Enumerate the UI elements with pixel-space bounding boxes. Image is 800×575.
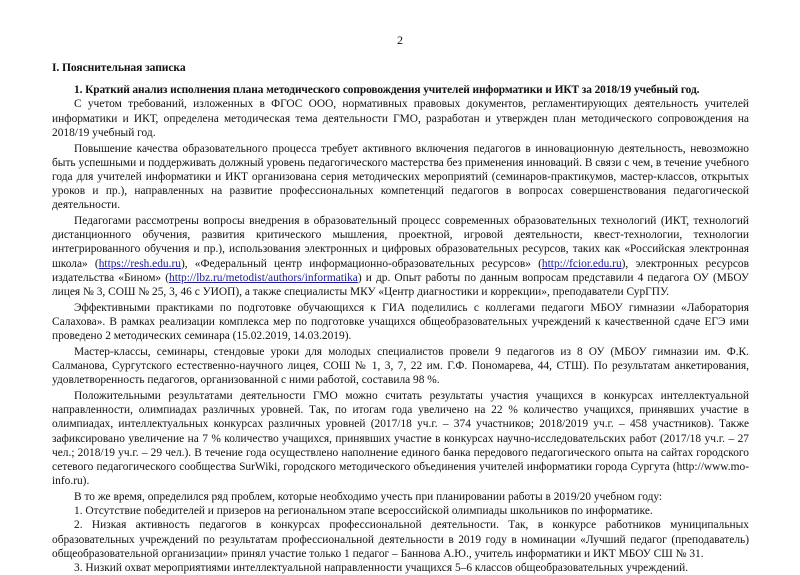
link-lbz[interactable]: http://lbz.ru/metodist/authors/informatika — [169, 271, 358, 284]
paragraph-technologies — [52, 214, 749, 299]
subsection-title: 1. Краткий анализ исполнения плана методического сопровождения учителей информатики и ИКТ за 2018/19 учебный год. — [74, 84, 700, 97]
problem-item-3: 3. Низкий охват мероприятиями интеллектуальной направленности учащихся 5–6 классов общеобразовательных учреждений. — [74, 561, 689, 574]
paragraph-innovation: Повышение качества образовательного процесса требует активного включения педагогов в инновационную деятельность, невозможно быть успешными и поддерживать должный уровень педагогического мастерства без применения инноваций. В связи с чем, в течение учебного года для учителей информатики и ИКТ организована серия методических мероприятий (семинаров-практикумов, мастер-классов, открытых уроков и пр.), направленных на развитие профессиональных компетенций педагогов в вопросах совершенствования педагогической деятельности. — [52, 142, 749, 212]
problem-item-1: 1. Отсутствие победителей и призеров на региональном этапе всероссийской олимпиады школьников по информатике. — [74, 505, 653, 518]
text-segment: ), электронных ресурсов издательства «Бином» ( — [52, 257, 749, 284]
page-content — [52, 61, 749, 575]
section-title: I. Пояснительная записка — [52, 61, 186, 74]
page-number: 2 — [397, 33, 403, 47]
paragraph-master-classes: Мастер-классы, семинары, стендовые уроки для молодых специалистов провели 9 педагогов из 8 ОУ (МБОУ гимназии им. Ф.К. Салманова, Сургутского естественно-научного лицея, СОШ № 1, 3, 7, 22 им. Г.Ф. Пономарева, 44, СТШ). По результатам анкетирования, удовлетворенность педагогов, организованной с ними работой, составила 98 %. — [52, 345, 749, 387]
paragraph-problems-intro: В то же время, определился ряд проблем, которые необходимо учесть при планировании работы в 2019/20 учебном году: — [74, 490, 663, 503]
text-segment: ), «Федеральный центр информационно-образовательных ресурсов» ( — [180, 257, 542, 270]
paragraph-fgos: С учетом требований, изложенных в ФГОС ООО, нормативных правовых документов, регламентирующих деятельность учителей информатики и ИКТ, определена методическая тема деятельности ГМО, разработан и утвержден план методического сопровождения на 2018/19 учебный год. — [52, 98, 749, 139]
text-segment: Педагогами рассмотрены вопросы внедрения в образовательный процесс современных образовательных технологий (ИКТ, технологий дистанционного обучения, развития критического мышления, проектной, игровой деятельности, квест-технологии, технологии интегрированного обучения и пр.), использования электронных и цифровых образовательных ресурсов, таких как «Российская электронная школа» ( — [52, 215, 749, 270]
link-resh[interactable]: https://resh.edu.ru — [98, 257, 181, 270]
paragraph-results: Положительными результатами деятельности ГМО можно считать результаты участия учащихся в конкурсах интеллектуальной направленности, олимпиадах различных уровней. Так, по итогам года увеличено на 22 % количество учащихся, принявших участие в олимпиадах, интеллектуальных конкурсах различных уровней (2017/18 уч.г. – 374 участников; 2018/2019 уч.г. – 458 участников). Также зафиксировано увеличение на 7 % количество учащихся, принявших участие в конкурсах научно-исследовательских работ (2017/18 уч.г. – 27 чел.; 2018/19 уч.г. – 29 чел.). В течение года осуществлено наполнение единого банка передового педагогического опыта на сайтах городского сетевого педагогического сообщества SurWiki, городского методического объединения учителей информатики города Сургута (http://www.mo-info.ru). — [52, 389, 749, 488]
paragraph-gia: Эффективными практиками по подготовке обучающихся к ГИА поделились с коллегами педагоги МБОУ гимназии «Лаборатория Салахова». В рамках реализации комплекса мер по подготовке учащихся общеобразовательных учреждений к качественной сдаче ЕГЭ ими проведено 2 методических семинара (15.02.2019, 14.03.2019). — [52, 301, 749, 343]
problem-item-2: 2. Низкая активность педагогов в конкурсах профессиональной деятельности. Так, в конкурсе работников муниципальных образовательных учреждений по результатам профессиональной деятельности в 2019 году в номинации «Лучший педагог (преподаватель) общеобразовательной организации» принял участие только 1 педагог – Баннова А.Ю., учитель информатики и ИКТ МБОУ СШ № 31. — [52, 519, 749, 560]
text-segment: ) и др. Опыт работы по данным вопросам представили 4 педагога ОУ (МБОУ лицея № 3, СОШ № 25, 3, 46 с УИОП), а также специалисты МКУ «Центр диагностики и коррекции», преподаватели СурГПУ. — [52, 271, 749, 299]
link-fcior[interactable]: http://fcior.edu.ru — [541, 257, 622, 270]
